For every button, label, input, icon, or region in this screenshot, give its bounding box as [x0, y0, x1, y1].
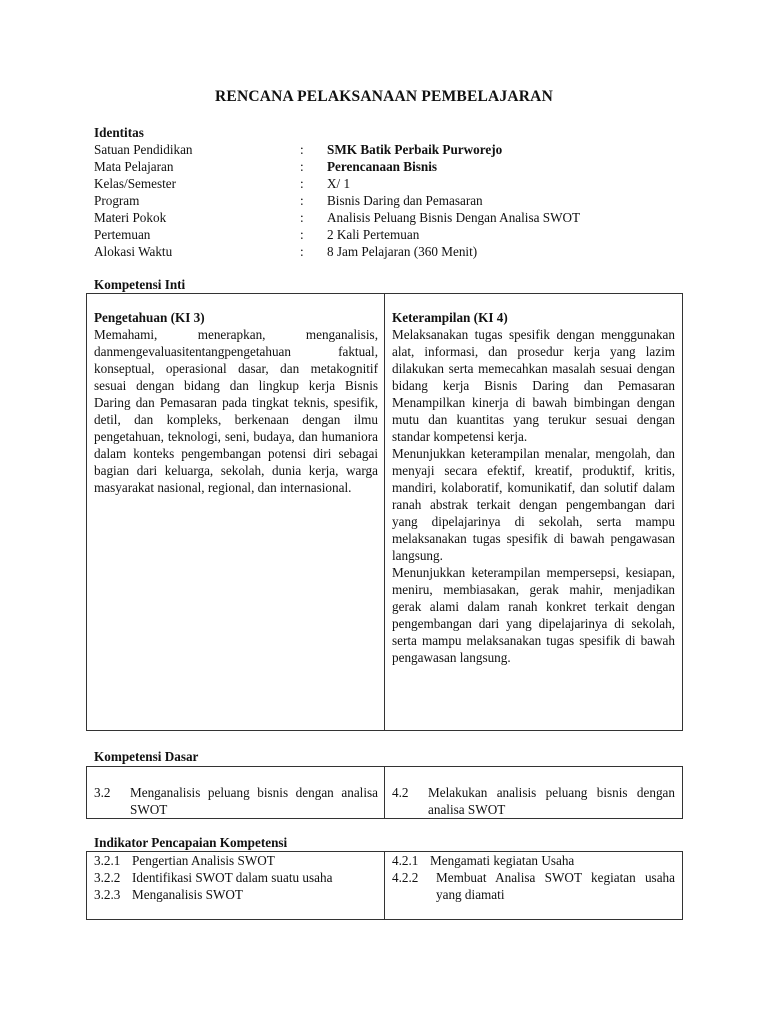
- ki4-paragraph: Melaksanakan tugas spesifik dengan menggunakan alat, informasi, dan prosedur kerja yang lazim dilakukan serta memecahkan masalah sesuai dengan bidang kerja Bisnis Daring dan Pemasaran Menampilkan kinerja di bawah bimbingan dengan mutu dan kuantitas yang terukur sesuai dengan standar kompetensi kerja.: [392, 327, 675, 444]
- indikator-number: 3.2.1: [94, 853, 121, 868]
- indikator-text: Membuat Analisa SWOT kegiatan usaha yang diamati: [436, 870, 675, 902]
- identity-value: Bisnis Daring dan Pemasaran: [327, 193, 483, 208]
- identity-row-alokasi: [94, 243, 714, 260]
- indikator-text: Mengamati kegiatan Usaha: [430, 853, 575, 868]
- identity-value: SMK Batik Perbaik Purworejo: [327, 142, 503, 157]
- kd-text: Melakukan analisis peluang bisnis dengan analisa SWOT: [428, 785, 675, 817]
- kompetensi-dasar-heading: Kompetensi Dasar: [94, 749, 199, 764]
- indikator-number: 3.2.2: [94, 870, 121, 885]
- ki4-title: Keterampilan (KI 4): [392, 310, 508, 325]
- indikator-number: 4.2.1: [392, 853, 419, 868]
- identity-colon: :: [300, 210, 304, 225]
- indikator-item: [94, 852, 378, 869]
- indikator-item: [392, 852, 675, 869]
- identity-row-mapel: [94, 158, 714, 175]
- document-title: RENCANA PELAKSANAAN PEMBELAJARAN: [215, 88, 553, 105]
- identity-colon: :: [300, 193, 304, 208]
- indikator-number: 4.2.2: [392, 870, 419, 885]
- identity-colon: :: [300, 142, 304, 157]
- indikator-item: [392, 869, 675, 903]
- indikator-text: Pengertian Analisis SWOT: [132, 853, 275, 868]
- indikator-left-cell: [87, 852, 385, 919]
- indikator-heading: Indikator Pencapaian Kompetensi: [94, 835, 288, 850]
- indikator-number: 3.2.3: [94, 887, 121, 902]
- identity-row-satuan: [94, 141, 714, 158]
- identity-colon: :: [300, 159, 304, 174]
- identity-label: Alokasi Waktu: [94, 244, 173, 259]
- kd-right-cell: [385, 767, 682, 818]
- identity-value: Perencanaan Bisnis: [327, 159, 438, 174]
- ki4-paragraph: Menunjukkan keterampilan mempersepsi, kesiapan, meniru, membiasakan, gerak mahir, menjadikan gerak alami dalam ranah konkret terkait dengan pengembangan dari yang dipelajarinya di sekolah, serta mampu melaksanakan tugas spesifik di bawah pengawasan langsung.: [392, 565, 675, 665]
- indikator-text: Identifikasi SWOT dalam suatu usaha: [132, 870, 333, 885]
- identitas-section: [94, 124, 714, 260]
- kd-text: Menganalisis peluang bisnis dengan analisa SWOT: [130, 785, 378, 817]
- identity-row-pertemuan: [94, 226, 714, 243]
- identity-label: Satuan Pendidikan: [94, 142, 193, 157]
- ki3-cell: [87, 294, 385, 730]
- identity-label: Mata Pelajaran: [94, 159, 174, 174]
- identity-value: 8 Jam Pelajaran (360 Menit): [327, 244, 478, 259]
- kd-left-cell: [87, 767, 385, 818]
- ki3-text: Memahami, menerapkan, menganalisis, danmengevaluasitentangpengetahuan faktual, konseptual, operasional dasar, dan metakognitif sesuai dengan bidang dan lingkup kerja Bisnis Daring dan Pemasaran pada tingkat teknis, spesifik, detil, dan kompleks, berkenaan dengan ilmu pengetahuan, teknologi, seni, budaya, dan humaniora dalam konteks pengembangan potensi diri sebagai bagian dari keluarga, sekolah, dunia kerja, warga masyarakat nasional, regional, dan internasional.: [94, 327, 378, 495]
- kompetensi-inti-heading: Kompetensi Inti: [94, 277, 186, 292]
- kd-number: 4.2: [392, 785, 409, 800]
- identity-value: X/ 1: [327, 176, 351, 191]
- indikator-item: [94, 869, 378, 886]
- indikator-table: [86, 851, 683, 920]
- identity-row-materi: [94, 209, 714, 226]
- identity-row-kelas: [94, 175, 714, 192]
- identity-colon: :: [300, 176, 304, 191]
- identity-value: 2 Kali Pertemuan: [327, 227, 420, 242]
- ki3-title: Pengetahuan (KI 3): [94, 310, 205, 325]
- indikator-item: [94, 886, 378, 903]
- indikator-text: Menganalisis SWOT: [132, 887, 243, 902]
- indikator-right-cell: [385, 852, 682, 919]
- identity-label: Materi Pokok: [94, 210, 167, 225]
- kd-number: 3.2: [94, 785, 111, 800]
- kompetensi-inti-table: [86, 293, 683, 731]
- identity-colon: :: [300, 244, 304, 259]
- ki4-paragraph: Menunjukkan keterampilan menalar, mengolah, dan menyaji secara efektif, kreatif, produktif, kritis, mandiri, kolaboratif, komunikatif, dan solutif dalam ranah abstrak terkait dengan pengembangan dari yang dipelajarinya di sekolah, serta mampu melaksanakan tugas spesifik di bawah pengawasan langsung.: [392, 446, 675, 563]
- identity-label: Program: [94, 193, 140, 208]
- kompetensi-dasar-table: [86, 766, 683, 819]
- identity-value: Analisis Peluang Bisnis Dengan Analisa SWOT: [327, 210, 581, 225]
- identity-row-program: [94, 192, 714, 209]
- identitas-heading: Identitas: [94, 125, 144, 140]
- identity-label: Pertemuan: [94, 227, 151, 242]
- ki4-cell: [385, 294, 682, 730]
- identity-colon: :: [300, 227, 304, 242]
- identity-label: Kelas/Semester: [94, 176, 177, 191]
